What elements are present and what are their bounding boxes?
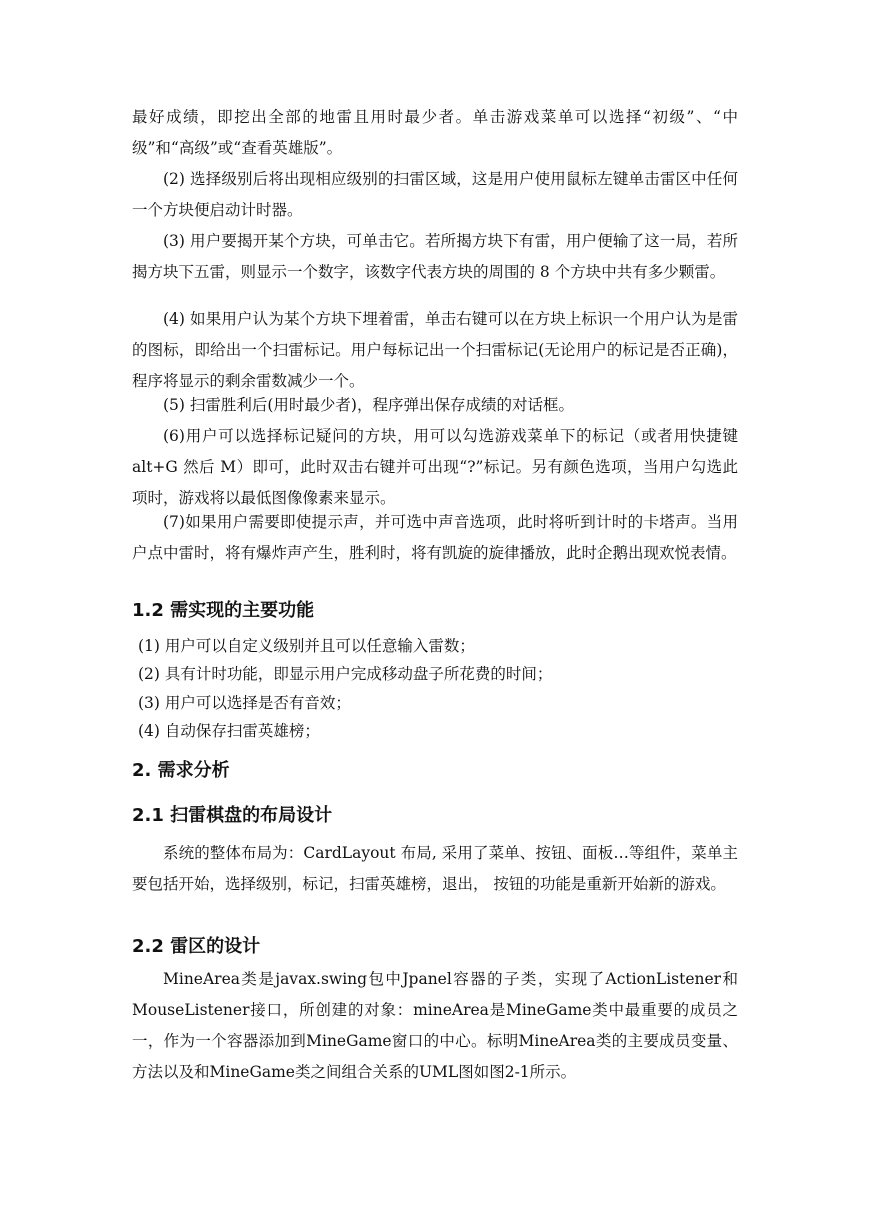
- heading-1-2: 1.2 需实现的主要功能: [132, 600, 315, 621]
- paragraph-step-4: (4) 如果用户认为某个方块下埋着雷，单击右键可以在方块上标识一个用户认为是雷的图标，即给出一个扫雷标记。用户每标记出一个扫雷标记(无论用户的标记是否正确)，程序将显示的剩余雷数减少一个。: [132, 310, 738, 390]
- list-item: (2) 具有计时功能，即显示用户完成移动盘子所花费的时间；: [138, 665, 553, 683]
- paragraph-step-2: (2) 选择级别后将出现相应级别的扫雷区域，这是用户使用鼠标左键单击雷区中任何一个方块便启动计时器。: [132, 170, 738, 219]
- paragraph-layout-design: 系统的整体布局为：CardLayout 布局, 采用了菜单、按钮、面板…等组件，菜单主要包括开始，选择级别，标记，扫雷英雄榜，退出， 按钮的功能是重新开始新的游戏。: [132, 844, 738, 893]
- paragraph-step-5: (5) 扫雷胜利后(用时最少者)，程序弹出保存成绩的对话框。: [163, 396, 574, 414]
- list-item: (4) 自动保存扫雷英雄榜；: [138, 722, 320, 740]
- list-item: (1) 用户可以自定义级别并且可以任意输入雷数；: [138, 637, 475, 655]
- list-item: (3) 用户可以选择是否有音效；: [138, 694, 351, 712]
- heading-2-2: 2.2 雷区的设计: [132, 936, 261, 957]
- heading-2: 2. 需求分析: [132, 760, 230, 781]
- paragraph-step-3: (3) 用户要揭开某个方块，可单击它。若所揭方块下有雷，用户便输了这一局，若所揭方块下五雷，则显示一个数字，该数字代表方块的周围的 8 个方块中共有多少颗雷。: [132, 232, 738, 281]
- paragraph-mine-area-design: MineArea类是javax.swing包中Jpanel容器的子类，实现了ActionListener和MouseListener接口，所创建的对象：mineArea是MineGame类中最重要的成员之一，作为一个容器添加到MineGame窗口的中心。标明MineArea类的主要成员变量、方法以及和MineGame类之间组合关系的UML图如图2-1所示。: [132, 970, 738, 1081]
- paragraph-step-6: (6)用户可以选择标记疑问的方块，用可以勾选游戏菜单下的标记（或者用快捷键 alt+G 然后 M）即可，此时双击右键并可出现“?”标记。另有颜色选项，当用户勾选此项时，游戏将以最低图像像素来显示。: [132, 427, 738, 507]
- paragraph-intro: 最好成绩，即挖出全部的地雷且用时最少者。单击游戏菜单可以选择“初级”、“中级”和“高级”或“查看英雄版”。: [132, 108, 738, 157]
- heading-2-1: 2.1 扫雷棋盘的布局设计: [132, 805, 333, 826]
- paragraph-step-7: (7)如果用户需要即使提示声，并可选中声音选项，此时将听到计时的卡塔声。当用户点中雷时，将有爆炸声产生，胜利时，将有凯旋的旋律播放，此时企鹅出现欢悦表情。: [132, 513, 738, 562]
